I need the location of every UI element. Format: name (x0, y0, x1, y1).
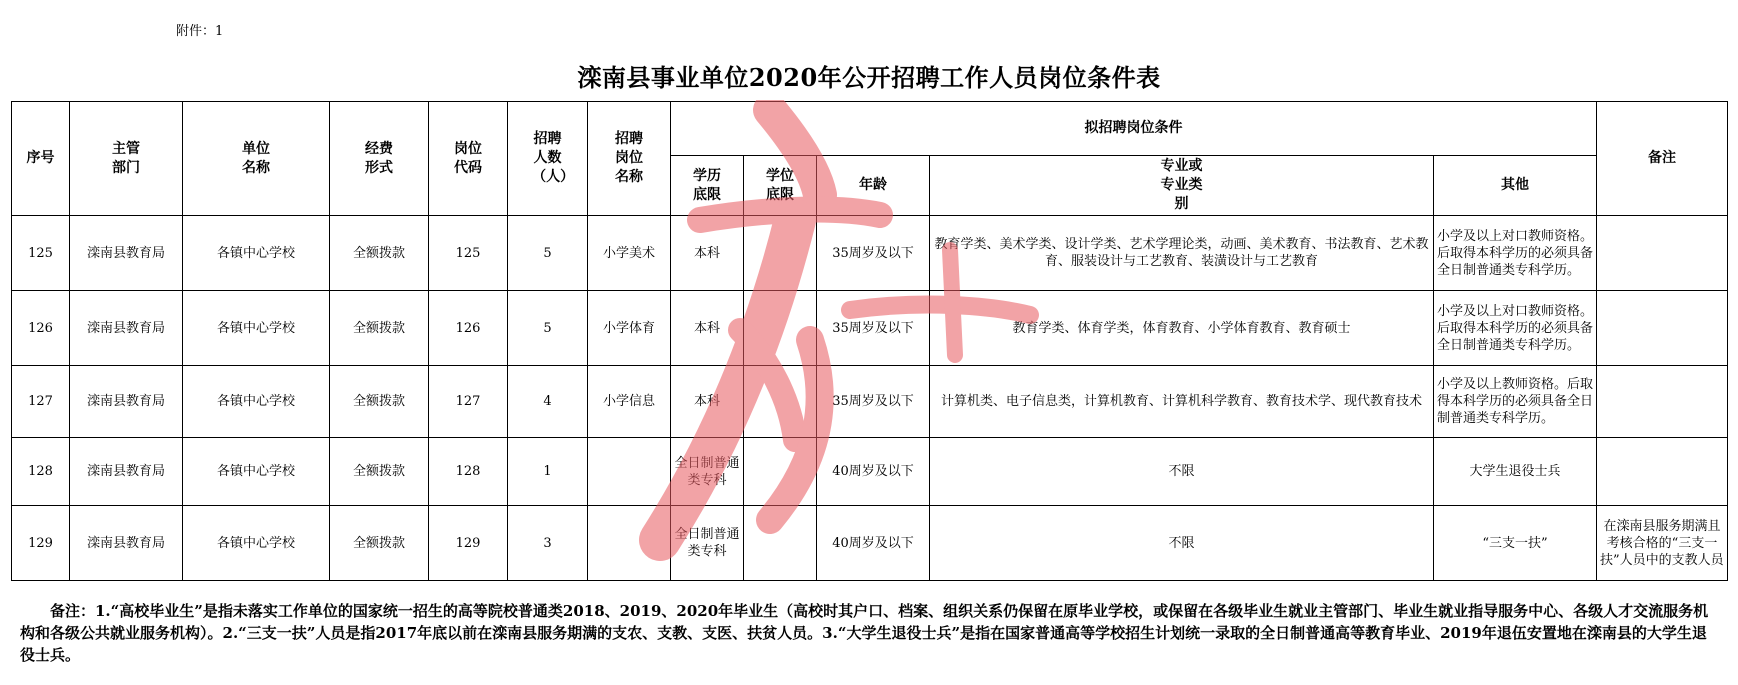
cell-unit: 各镇中心学校 (183, 291, 330, 366)
cell-unit: 各镇中心学校 (183, 506, 330, 581)
cell-remark: 在滦南县服务期满且考核合格的“三支一扶”人员中的支教人员 (1597, 506, 1728, 581)
header-count: 招聘人数（人） (508, 102, 588, 216)
header-other: 其他 (1434, 156, 1597, 216)
cell-dept: 滦南县教育局 (70, 291, 183, 366)
cell-unit: 各镇中心学校 (183, 438, 330, 506)
table-row (12, 366, 1728, 438)
cell-code: 127 (429, 366, 508, 438)
cell-remark (1597, 438, 1728, 506)
header-unit: 单位名称 (183, 102, 330, 216)
cell-age: 40周岁及以下 (817, 506, 930, 581)
cell-age: 40周岁及以下 (817, 438, 930, 506)
header-edu: 学历底限 (671, 156, 744, 216)
header-age: 年龄 (817, 156, 930, 216)
cell-seq: 128 (12, 438, 70, 506)
cell-remark (1597, 216, 1728, 291)
cell-remark (1597, 366, 1728, 438)
cell-edu: 本科 (671, 216, 744, 291)
header-fund: 经费形式 (330, 102, 429, 216)
cell-edu: 全日制普通类专科 (671, 506, 744, 581)
cell-fund: 全额拨款 (330, 216, 429, 291)
cell-degree (744, 216, 817, 291)
header-remark: 备注 (1597, 102, 1728, 216)
cell-code: 129 (429, 506, 508, 581)
header-conditions: 拟招聘岗位条件 (671, 102, 1597, 156)
cell-major: 不限 (930, 438, 1434, 506)
cell-count: 1 (508, 438, 588, 506)
cell-other: 小学及以上对口教师资格。后取得本科学历的必须具备全日制普通类专科学历。 (1434, 291, 1597, 366)
table-row (12, 216, 1728, 291)
cell-code: 125 (429, 216, 508, 291)
cell-fund: 全额拨款 (330, 366, 429, 438)
cell-major: 教育学类、美术学类、设计学类、艺术学理论类，动画、美术教育、书法教育、艺术教育、服装设计与工艺教育、装潢设计与工艺教育 (930, 216, 1434, 291)
cell-fund: 全额拨款 (330, 291, 429, 366)
position-table (11, 101, 1728, 581)
table-row (12, 438, 1728, 506)
cell-code: 128 (429, 438, 508, 506)
header-code: 岗位代码 (429, 102, 508, 216)
table-row (12, 506, 1728, 581)
cell-fund: 全额拨款 (330, 438, 429, 506)
table-row (12, 291, 1728, 366)
cell-post: 小学美术 (588, 216, 671, 291)
cell-count: 5 (508, 291, 588, 366)
cell-fund: 全额拨款 (330, 506, 429, 581)
cell-edu: 全日制普通类专科 (671, 438, 744, 506)
cell-edu: 本科 (671, 366, 744, 438)
cell-other: 小学及以上教师资格。后取得本科学历的必须具备全日制普通类专科学历。 (1434, 366, 1597, 438)
cell-degree (744, 366, 817, 438)
cell-seq: 129 (12, 506, 70, 581)
cell-unit: 各镇中心学校 (183, 216, 330, 291)
header-post: 招聘岗位名称 (588, 102, 671, 216)
header-major: 专业或专业类别 (930, 156, 1434, 216)
cell-seq: 127 (12, 366, 70, 438)
cell-dept: 滦南县教育局 (70, 506, 183, 581)
header-dept: 主管部门 (70, 102, 183, 216)
cell-post: 小学信息 (588, 366, 671, 438)
cell-post (588, 506, 671, 581)
cell-age: 35周岁及以下 (817, 366, 930, 438)
cell-degree (744, 438, 817, 506)
cell-dept: 滦南县教育局 (70, 366, 183, 438)
cell-remark (1597, 291, 1728, 366)
cell-other: “三支一扶” (1434, 506, 1597, 581)
header-degree: 学位底限 (744, 156, 817, 216)
cell-degree (744, 291, 817, 366)
cell-seq: 125 (12, 216, 70, 291)
cell-age: 35周岁及以下 (817, 291, 930, 366)
cell-other: 大学生退役士兵 (1434, 438, 1597, 506)
cell-unit: 各镇中心学校 (183, 366, 330, 438)
cell-post: 小学体育 (588, 291, 671, 366)
cell-age: 35周岁及以下 (817, 216, 930, 291)
cell-count: 4 (508, 366, 588, 438)
cell-degree (744, 506, 817, 581)
footnote: 备注：1.“高校毕业生”是指未落实工作单位的国家统一招生的高等院校普通类2018、2019、2020年毕业生（高校时其户口、档案、组织关系仍保留在原毕业学校，或保留在各级毕业生就业主管部门、毕业生就业指导服务中心、各级人才交流服务机构和各级公共就业服务机构）。2.“三支一扶”人员是指2017年底以前在滦南县服务期满的支农、支教、支医、扶贫人员。3.“大学生退役士兵”是指在国家普通高等学校招生计划统一录取的全日制普通高等教育毕业、2019年退伍安置地在滦南县的大学生退役士兵。 (20, 602, 1709, 664)
cell-count: 5 (508, 216, 588, 291)
cell-dept: 滦南县教育局 (70, 438, 183, 506)
cell-major: 计算机类、电子信息类，计算机教育、计算机科学教育、教育技术学、现代教育技术 (930, 366, 1434, 438)
cell-seq: 126 (12, 291, 70, 366)
cell-code: 126 (429, 291, 508, 366)
attachment-label: 附件：1 (176, 24, 224, 39)
cell-edu: 本科 (671, 291, 744, 366)
cell-other: 小学及以上对口教师资格。后取得本科学历的必须具备全日制普通类专科学历。 (1434, 216, 1597, 291)
cell-major: 教育学类、体育学类，体育教育、小学体育教育、教育硕士 (930, 291, 1434, 366)
cell-major: 不限 (930, 506, 1434, 581)
cell-post (588, 438, 671, 506)
cell-dept: 滦南县教育局 (70, 216, 183, 291)
page-title: 滦南县事业单位2020年公开招聘工作人员岗位条件表 (577, 63, 1161, 92)
cell-count: 3 (508, 506, 588, 581)
header-seq: 序号 (12, 102, 70, 216)
